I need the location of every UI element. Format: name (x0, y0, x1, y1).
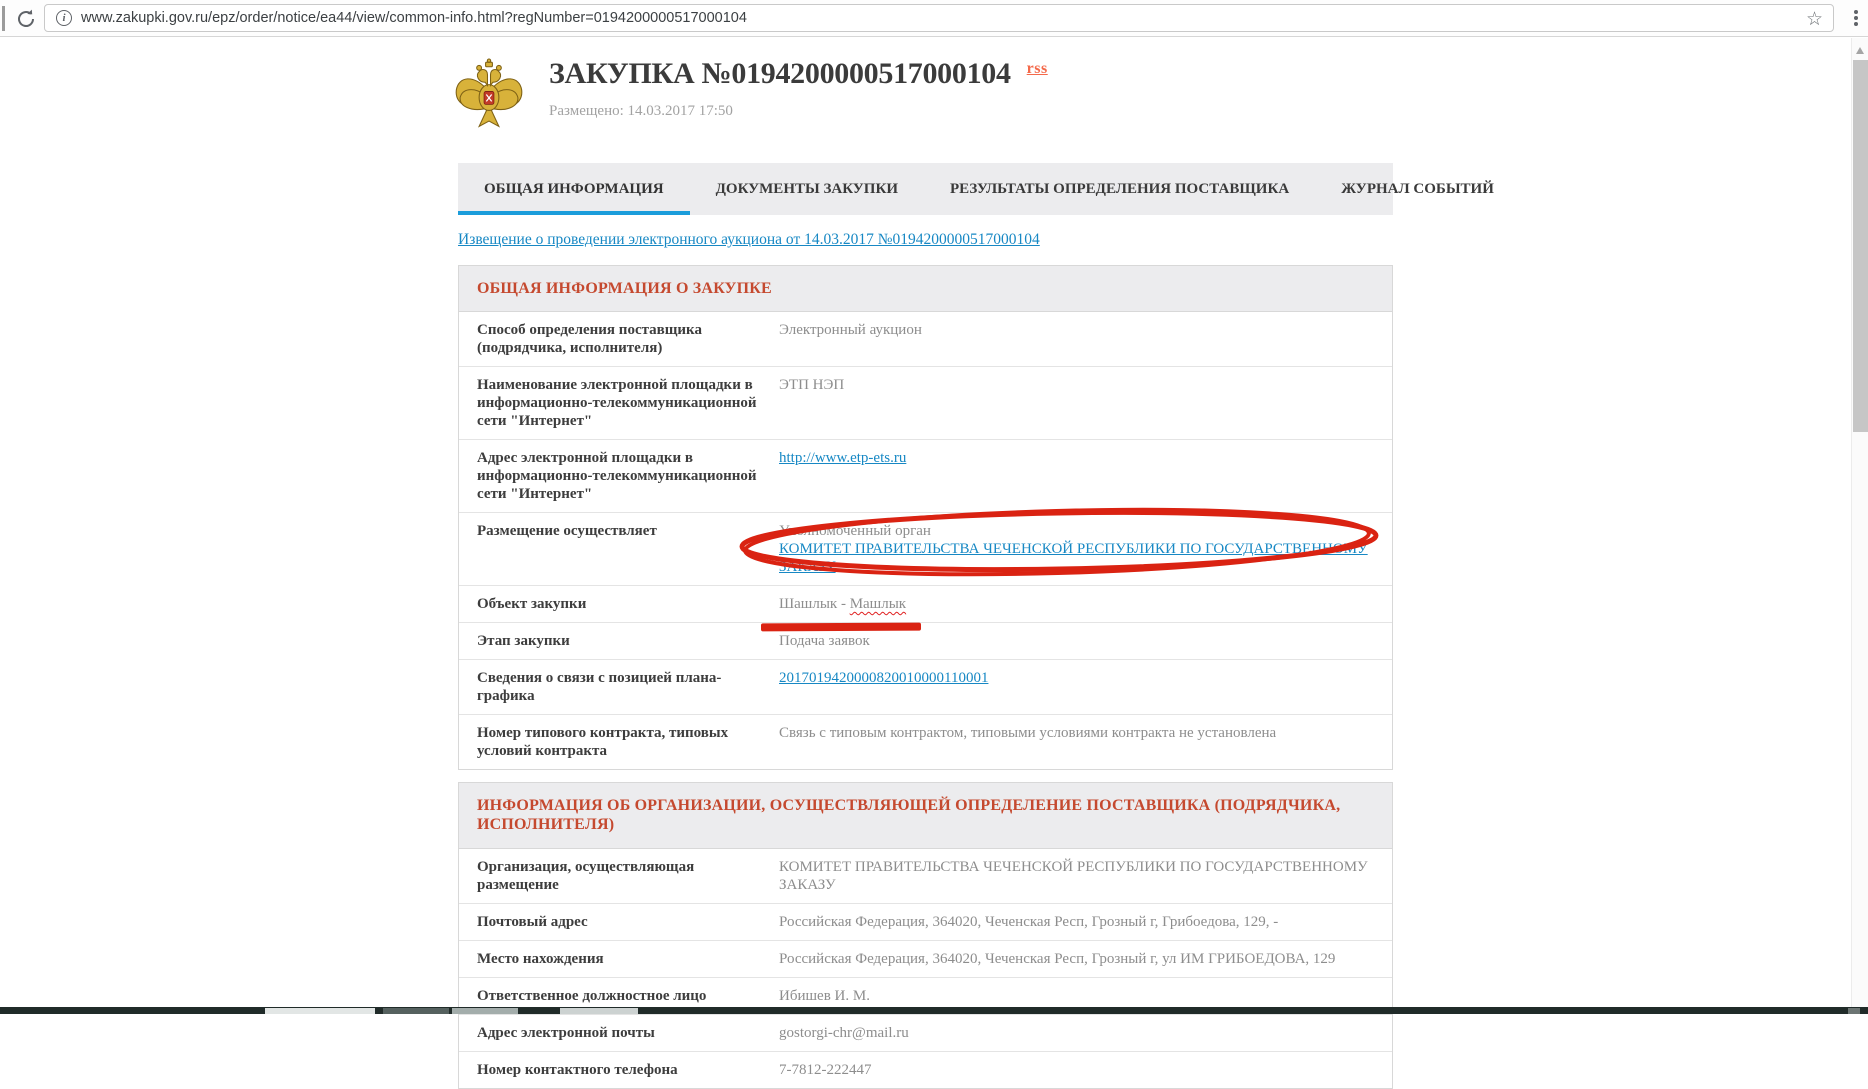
row-value (779, 440, 1392, 512)
row-value-text: Уполномоченный орган (779, 523, 931, 539)
browser-menu-icon[interactable] (1853, 8, 1859, 30)
page-title: ЗАКУПКА №0194200000517000104 (549, 57, 1011, 90)
row-label: Этап закупки (459, 623, 779, 659)
table-row (459, 440, 1392, 513)
row-label: Объект закупки (459, 586, 779, 622)
table-row (459, 849, 1392, 904)
section-rows (459, 312, 1392, 769)
bookmark-star-icon[interactable]: ☆ (1806, 8, 1823, 30)
section-title: ОБЩАЯ ИНФОРМАЦИЯ О ЗАКУПКЕ (459, 266, 1392, 312)
row-value-text: Шашлык - (779, 596, 850, 612)
taskbar-edge (0, 1007, 1868, 1014)
row-value (779, 1052, 1392, 1088)
tab-event-log[interactable]: ЖУРНАЛ СОБЫТИЙ (1315, 163, 1520, 215)
row-value-text: Российская Федерация, 364020, Чеченская Респ, Грозный г, ул ИМ ГРИБОЕДОВА, 129 (779, 951, 1335, 967)
tab-purchase-documents[interactable]: ДОКУМЕНТЫ ЗАКУПКИ (690, 163, 924, 215)
row-label: Место нахождения (459, 941, 779, 977)
row-label: Адрес электронной площадки в информационно-телекоммуникационной сети "Интернет" (459, 440, 779, 512)
row-label: Почтовый адрес (459, 904, 779, 940)
row-label: Номер типового контракта, типовых условий контракта (459, 715, 779, 769)
row-label: Организация, осуществляющая размещение (459, 849, 779, 903)
tab-supplier-determination-results[interactable]: РЕЗУЛЬТАТЫ ОПРЕДЕЛЕНИЯ ПОСТАВЩИКА (924, 163, 1315, 215)
row-value-text: 7-7812-222447 (779, 1062, 872, 1078)
tab-common-info[interactable]: ОБЩАЯ ИНФОРМАЦИЯ (458, 163, 690, 215)
row-label: Способ определения поставщика (подрядчика, исполнителя) (459, 312, 779, 366)
section-title: ИНФОРМАЦИЯ ОБ ОРГАНИЗАЦИИ, ОСУЩЕСТВЛЯЮЩЕЙ ОПРЕДЕЛЕНИЕ ПОСТАВЩИКА (ПОДРЯДЧИКА, ИСПОЛНИТЕЛЯ) (459, 783, 1392, 848)
row-label: Номер контактного телефона (459, 1052, 779, 1088)
published-date: Размещено: 14.03.2017 17:50 (549, 103, 1011, 120)
table-row (459, 513, 1392, 586)
row-value (779, 1015, 1392, 1051)
row-value (779, 513, 1392, 585)
table-row (459, 1015, 1392, 1052)
section-rows (459, 849, 1392, 1088)
tab-bar (458, 163, 1393, 215)
row-label: Ответственное должностное лицо (459, 978, 779, 1014)
table-row (459, 586, 1392, 623)
row-value (779, 312, 1392, 366)
table-row (459, 904, 1392, 941)
table-row (459, 715, 1392, 769)
page-header (458, 57, 1393, 135)
row-value (779, 715, 1392, 769)
row-value (779, 849, 1392, 903)
row-value-text: ЭТП НЭП (779, 377, 844, 393)
table-row (459, 312, 1392, 367)
page-info-icon[interactable]: i (56, 10, 72, 26)
row-label: Сведения о связи с позицией плана-графика (459, 660, 779, 714)
page-body (0, 38, 1851, 1014)
scrollbar[interactable] (1851, 38, 1868, 1008)
browser-toolbar (0, 0, 1868, 37)
address-bar[interactable] (44, 4, 1834, 32)
section-general-info (458, 265, 1393, 770)
table-row (459, 660, 1392, 715)
row-value-text: Ибишев И. М. (779, 988, 870, 1004)
row-value (779, 941, 1392, 977)
row-value-link[interactable]: 2017019420000820010000110001 (779, 670, 988, 686)
table-row (459, 941, 1392, 978)
scrollbar-thumb[interactable] (1853, 60, 1868, 432)
table-row (459, 623, 1392, 660)
row-value (779, 904, 1392, 940)
row-value-link[interactable]: КОМИТЕТ ПРАВИТЕЛЬСТВА ЧЕЧЕНСКОЙ РЕСПУБЛИКИ ПО ГОСУДАРСТВЕННОМУ ЗАКАЗУ (779, 541, 1368, 575)
table-row (459, 1052, 1392, 1088)
table-row (459, 367, 1392, 440)
row-value-text: Связь с типовым контрактом, типовыми условиями контракта не установлена (779, 725, 1276, 741)
row-value (779, 660, 1392, 714)
russia-coat-of-arms-icon (451, 57, 527, 135)
row-label: Адрес электронной почты (459, 1015, 779, 1051)
misspelled-word: Машлык (850, 596, 906, 612)
toolbar-edge (2, 6, 5, 31)
row-value (779, 623, 1392, 659)
row-value-text: КОМИТЕТ ПРАВИТЕЛЬСТВА ЧЕЧЕНСКОЙ РЕСПУБЛИКИ ПО ГОСУДАРСТВЕННОМУ ЗАКАЗУ (779, 859, 1368, 893)
row-value-text: Подача заявок (779, 633, 870, 649)
row-value-text: Электронный аукцион (779, 322, 922, 338)
row-value (779, 586, 1392, 622)
row-value-text: gostorgi-chr@mail.ru (779, 1025, 909, 1041)
row-value (779, 367, 1392, 439)
auction-notice-link[interactable]: Извещение о проведении электронного аукциона от 14.03.2017 №0194200000517000104 (458, 231, 1040, 249)
row-value-text: Российская Федерация, 364020, Чеченская Респ, Грозный г, Грибоедова, 129, - (779, 914, 1278, 930)
row-value-link[interactable]: http://www.etp-ets.ru (779, 450, 906, 466)
row-label: Размещение осуществляет (459, 513, 779, 585)
url-text[interactable]: www.zakupki.gov.ru/epz/order/notice/ea44/view/common-info.html?regNumber=0194200000517000104 (81, 10, 747, 26)
row-label: Наименование электронной площадки в информационно-телекоммуникационной сети "Интернет" (459, 367, 779, 439)
section-organization-info (458, 782, 1393, 1088)
reload-icon[interactable] (14, 7, 38, 31)
rss-link[interactable]: rss (1027, 60, 1048, 78)
scroll-up-arrow-icon[interactable] (1856, 47, 1864, 54)
